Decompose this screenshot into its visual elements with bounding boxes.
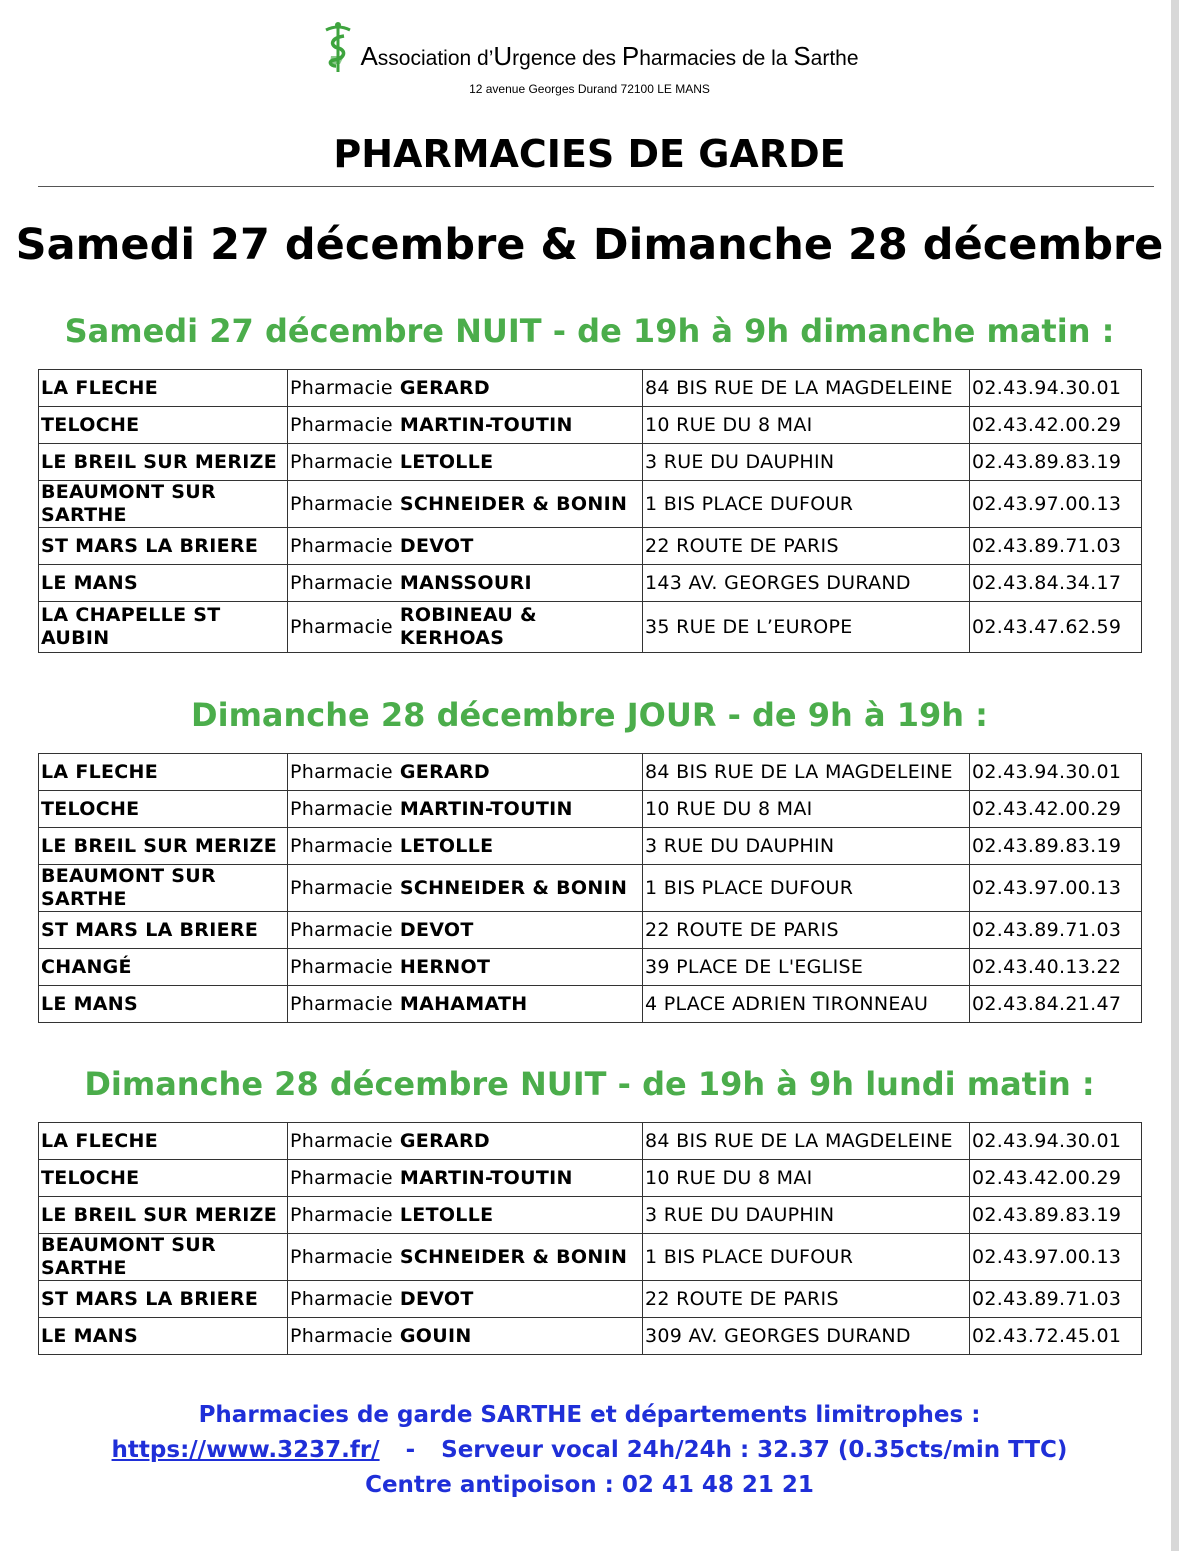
pharmacy-name: LETOLLE xyxy=(399,450,494,473)
pharmacy-name: GERARD xyxy=(399,1129,491,1152)
pharmacy-cell xyxy=(288,1234,643,1281)
phone-cell: 02.43.42.00.29 xyxy=(970,407,1142,444)
address-cell: 143 AV. GEORGES DURAND xyxy=(643,565,970,602)
table-row xyxy=(39,565,1142,602)
pharmacy-cell xyxy=(288,1197,643,1234)
phone-cell: 02.43.94.30.01 xyxy=(970,370,1142,407)
pharmacy-name: ROBINEAU & KERHOAS xyxy=(399,604,537,649)
pharmacy-name: MAHAMATH xyxy=(399,992,528,1015)
pharmacy-prefix: Pharmacie xyxy=(290,992,393,1015)
address-cell: 1 BIS PLACE DUFOUR xyxy=(643,1234,970,1281)
address-cell: 84 BIS RUE DE LA MAGDELEINE xyxy=(643,1123,970,1160)
phone-cell: 02.43.94.30.01 xyxy=(970,1123,1142,1160)
assoc-name-text: ssociation d’ xyxy=(377,47,494,70)
pharmacy-prefix: Pharmacie xyxy=(290,955,393,978)
phone-cell: 02.43.89.83.19 xyxy=(970,444,1142,481)
city-cell: LE MANS xyxy=(39,565,288,602)
city-cell: LA FLECHE xyxy=(39,370,288,407)
pharmacy-cell xyxy=(288,1160,643,1197)
antipoison-text: Centre antipoison : 02 41 48 21 21 xyxy=(365,1472,814,1498)
pharmacy-name: MARTIN-TOUTIN xyxy=(399,797,573,820)
pharmacy-prefix: Pharmacie xyxy=(290,615,393,638)
table-row xyxy=(39,986,1142,1023)
city-cell: LA FLECHE xyxy=(39,754,288,791)
phone-cell: 02.43.89.83.19 xyxy=(970,828,1142,865)
date-title: Samedi 27 décembre & Dimanche 28 décembre xyxy=(15,220,1164,270)
phone-cell: 02.43.97.00.13 xyxy=(970,865,1142,912)
pharmacy-prefix: Pharmacie xyxy=(290,1166,393,1189)
pharmacy-name: GERARD xyxy=(399,376,491,399)
association-address: 12 avenue Georges Durand 72100 LE MANS xyxy=(469,82,710,96)
pharmacy-cell xyxy=(288,407,643,444)
address-cell: 84 BIS RUE DE LA MAGDELEINE xyxy=(643,370,970,407)
pharmacy-name: GOUIN xyxy=(399,1324,472,1347)
table-row xyxy=(39,912,1142,949)
pharmacy-prefix: Pharmacie xyxy=(290,876,393,899)
address-cell: 39 PLACE DE L'EGLISE xyxy=(643,949,970,986)
table-row xyxy=(39,1197,1142,1234)
pharmacy-cell xyxy=(288,444,643,481)
pharmacy-table-2 xyxy=(38,753,1142,1023)
table-row xyxy=(39,1318,1142,1355)
table-row xyxy=(39,528,1142,565)
pharmacy-cell xyxy=(288,565,643,602)
pharmacy-cell xyxy=(288,865,643,912)
pharmacy-prefix: Pharmacie xyxy=(290,571,393,594)
address-cell: 35 RUE DE L’EUROPE xyxy=(643,602,970,653)
pharmacy-prefix: Pharmacie xyxy=(290,918,393,941)
footer-line: Pharmacies de garde SARTHE et départements limitrophes : xyxy=(198,1402,981,1428)
address-cell: 22 ROUTE DE PARIS xyxy=(643,528,970,565)
city-cell: ST MARS LA BRIERE xyxy=(39,528,288,565)
pharmacy-prefix: Pharmacie xyxy=(290,534,393,557)
address-cell: 4 PLACE ADRIEN TIRONNEAU xyxy=(643,986,970,1023)
pharmacy-prefix: Pharmacie xyxy=(290,1129,393,1152)
city-cell: LE BREIL SUR MERIZE xyxy=(39,828,288,865)
pharmacy-cell xyxy=(288,1123,643,1160)
table-row xyxy=(39,865,1142,912)
address-cell: 22 ROUTE DE PARIS xyxy=(643,912,970,949)
header xyxy=(0,22,1179,96)
city-cell: LA CHAPELLE ST AUBIN xyxy=(39,602,288,653)
pharmacy-prefix: Pharmacie xyxy=(290,450,393,473)
address-cell: 22 ROUTE DE PARIS xyxy=(643,1281,970,1318)
assoc-name-capital: U xyxy=(493,41,513,71)
pharmacy-prefix: Pharmacie xyxy=(290,492,393,515)
table-row xyxy=(39,1281,1142,1318)
pharmacy-name: MARTIN-TOUTIN xyxy=(399,413,573,436)
city-cell: LE BREIL SUR MERIZE xyxy=(39,444,288,481)
table-row xyxy=(39,754,1142,791)
table-row xyxy=(39,602,1142,653)
pharmacy-cell xyxy=(288,791,643,828)
phone-cell: 02.43.97.00.13 xyxy=(970,1234,1142,1281)
vocal-server-text: Serveur vocal 24h/24h : 32.37 (0.35cts/min TTC) xyxy=(441,1437,1068,1463)
pharmacy-prefix: Pharmacie xyxy=(290,760,393,783)
pharmacy-cell xyxy=(288,754,643,791)
phone-cell: 02.43.97.00.13 xyxy=(970,481,1142,528)
website-link[interactable]: https://www.3237.fr/ xyxy=(111,1437,380,1463)
footer-separator: - xyxy=(405,1437,416,1463)
address-cell: 309 AV. GEORGES DURAND xyxy=(643,1318,970,1355)
page-title: PHARMACIES DE GARDE xyxy=(333,132,846,176)
table-row xyxy=(39,444,1142,481)
pharmacy-cell xyxy=(288,602,643,653)
city-cell: BEAUMONT SUR SARTHE xyxy=(39,865,288,912)
pharmacy-name: SCHNEIDER & BONIN xyxy=(399,876,628,899)
table-row xyxy=(39,1160,1142,1197)
table-row xyxy=(39,949,1142,986)
pharmacy-name: LETOLLE xyxy=(399,834,494,857)
association-line xyxy=(320,22,858,74)
city-cell: LE MANS xyxy=(39,1318,288,1355)
address-cell: 3 RUE DU DAUPHIN xyxy=(643,828,970,865)
phone-cell: 02.43.89.71.03 xyxy=(970,1281,1142,1318)
city-cell: ST MARS LA BRIERE xyxy=(39,912,288,949)
pharmacy-name: MARTIN-TOUTIN xyxy=(399,1166,573,1189)
table-row xyxy=(39,370,1142,407)
city-cell: CHANGÉ xyxy=(39,949,288,986)
city-cell: BEAUMONT SUR SARTHE xyxy=(39,1234,288,1281)
phone-cell: 02.43.89.71.03 xyxy=(970,912,1142,949)
city-cell: TELOCHE xyxy=(39,1160,288,1197)
pharmacy-name: SCHNEIDER & BONIN xyxy=(399,492,628,515)
pharmacy-prefix: Pharmacie xyxy=(290,1245,393,1268)
phone-cell: 02.43.42.00.29 xyxy=(970,1160,1142,1197)
phone-cell: 02.43.42.00.29 xyxy=(970,791,1142,828)
pharmacy-cell xyxy=(288,528,643,565)
pharmacy-cell xyxy=(288,370,643,407)
table-row xyxy=(39,791,1142,828)
city-cell: LE BREIL SUR MERIZE xyxy=(39,1197,288,1234)
pharmacy-cell xyxy=(288,912,643,949)
city-cell: TELOCHE xyxy=(39,407,288,444)
pharmacy-cell xyxy=(288,1281,643,1318)
assoc-name-text: rgence des xyxy=(512,47,622,70)
pharmacy-prefix: Pharmacie xyxy=(290,376,393,399)
pharmacy-prefix: Pharmacie xyxy=(290,1287,393,1310)
city-cell: TELOCHE xyxy=(39,791,288,828)
phone-cell: 02.43.40.13.22 xyxy=(970,949,1142,986)
phone-cell: 02.43.84.21.47 xyxy=(970,986,1142,1023)
address-cell: 3 RUE DU DAUPHIN xyxy=(643,444,970,481)
table-row xyxy=(39,407,1142,444)
pharmacy-name: SCHNEIDER & BONIN xyxy=(399,1245,628,1268)
pharmacy-table-3 xyxy=(38,1122,1142,1355)
footer-links-line xyxy=(0,1433,1179,1468)
section-title-3: Dimanche 28 décembre NUIT - de 19h à 9h lundi matin : xyxy=(84,1065,1095,1103)
pharmacy-cell xyxy=(288,481,643,528)
assoc-name-text: arthe xyxy=(810,47,859,70)
pharmacy-cell xyxy=(288,949,643,986)
phone-cell: 02.43.89.71.03 xyxy=(970,528,1142,565)
address-cell: 10 RUE DU 8 MAI xyxy=(643,407,970,444)
pharmacy-name: HERNOT xyxy=(399,955,491,978)
section-title-2: Dimanche 28 décembre JOUR - de 9h à 19h : xyxy=(191,696,988,734)
phone-cell: 02.43.94.30.01 xyxy=(970,754,1142,791)
phone-cell: 02.43.84.34.17 xyxy=(970,565,1142,602)
pharmacy-cell xyxy=(288,1318,643,1355)
pharmacy-prefix: Pharmacie xyxy=(290,1324,393,1347)
phone-cell: 02.43.89.83.19 xyxy=(970,1197,1142,1234)
city-cell: LA FLECHE xyxy=(39,1123,288,1160)
footer xyxy=(0,1398,1179,1503)
address-cell: 10 RUE DU 8 MAI xyxy=(643,791,970,828)
pharmacy-prefix: Pharmacie xyxy=(290,1203,393,1226)
pharmacy-name: LETOLLE xyxy=(399,1203,494,1226)
table-row xyxy=(39,1234,1142,1281)
pharmacy-prefix: Pharmacie xyxy=(290,834,393,857)
pharmacy-prefix: Pharmacie xyxy=(290,797,393,820)
table-row xyxy=(39,481,1142,528)
pharmacy-cell xyxy=(288,828,643,865)
phone-cell: 02.43.72.45.01 xyxy=(970,1318,1142,1355)
table-row xyxy=(39,828,1142,865)
pharmacy-name: DEVOT xyxy=(399,918,474,941)
association-name xyxy=(360,41,858,72)
assoc-name-text: harmacies de la xyxy=(639,47,794,70)
city-cell: ST MARS LA BRIERE xyxy=(39,1281,288,1318)
pharmacy-name: DEVOT xyxy=(399,1287,474,1310)
phone-cell: 02.43.47.62.59 xyxy=(970,602,1142,653)
address-cell: 1 BIS PLACE DUFOUR xyxy=(643,865,970,912)
pharmacy-table-1 xyxy=(38,369,1142,653)
pharmacy-name: MANSSOURI xyxy=(399,571,532,594)
section-title-1: Samedi 27 décembre NUIT - de 19h à 9h dimanche matin : xyxy=(64,312,1115,350)
address-cell: 84 BIS RUE DE LA MAGDELEINE xyxy=(643,754,970,791)
table-row xyxy=(39,1123,1142,1160)
address-cell: 1 BIS PLACE DUFOUR xyxy=(643,481,970,528)
address-cell: 3 RUE DU DAUPHIN xyxy=(643,1197,970,1234)
pharmacy-cell xyxy=(288,986,643,1023)
divider xyxy=(38,186,1154,187)
city-cell: LE MANS xyxy=(39,986,288,1023)
city-cell: BEAUMONT SUR SARTHE xyxy=(39,481,288,528)
assoc-name-capital: S xyxy=(793,41,811,71)
pharmacy-name: DEVOT xyxy=(399,534,474,557)
address-cell: 10 RUE DU 8 MAI xyxy=(643,1160,970,1197)
pharmacy-name: GERARD xyxy=(399,760,491,783)
assoc-name-capital: A xyxy=(360,41,378,71)
caduceus-icon xyxy=(320,22,356,74)
assoc-name-capital: P xyxy=(621,41,640,71)
pharmacy-prefix: Pharmacie xyxy=(290,413,393,436)
